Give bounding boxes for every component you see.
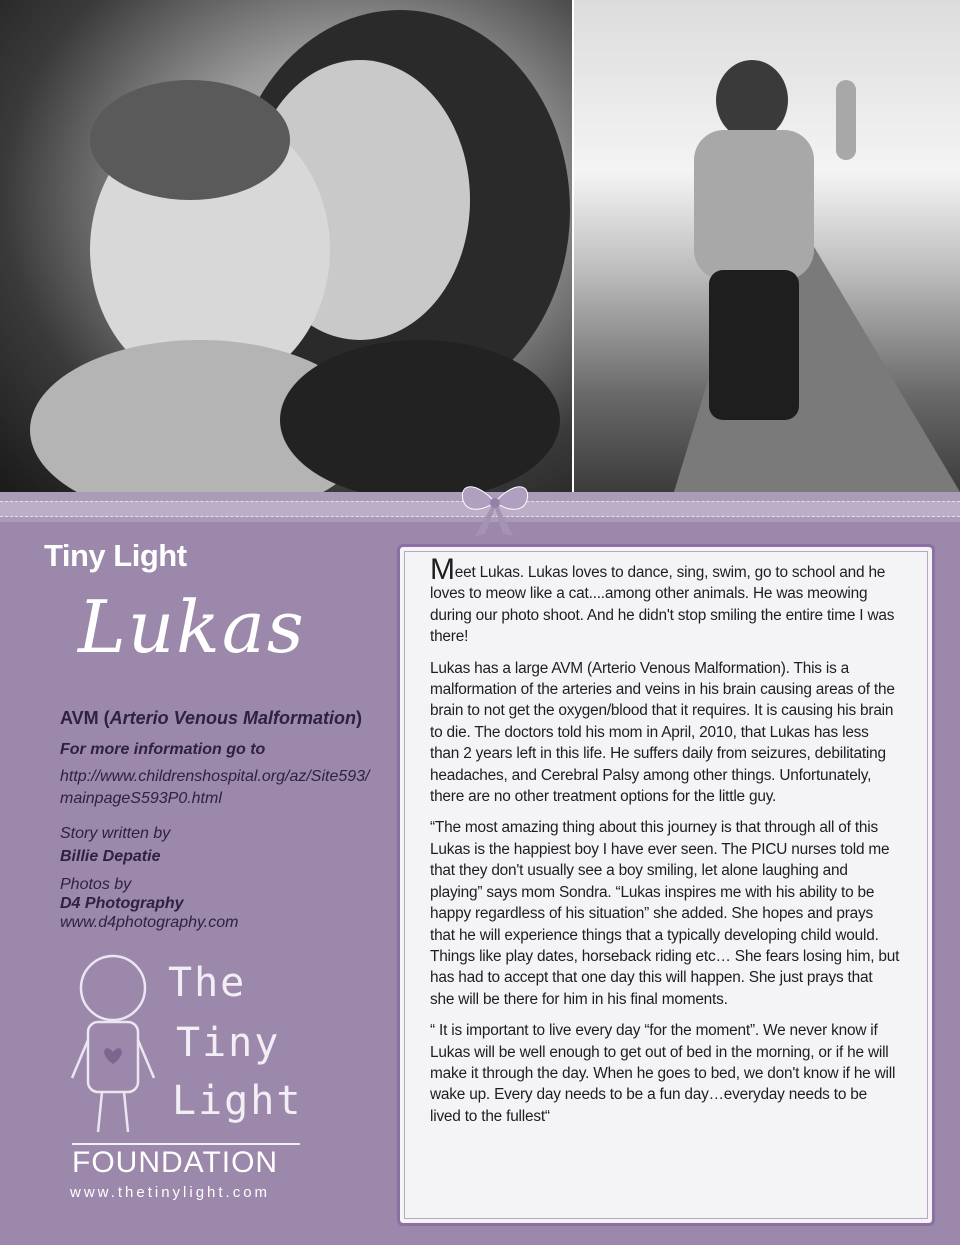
story-paragraph-3: “The most amazing thing about this journey is that through all of this Lukas is the happiest boy I have ever seen. The PICU nurses told me that they don't usually see a boy smiling, let alone laughing and playing” says mom Sondra. “Lukas inspires me with his ability to be happy regardless of his situation” she added. She hopes and prays that he will experience things that a typically developing child would. Things like play dates, horseback riding etc… She fears losing him, but has had to accept that one day this will happen. She just prays that she will be there for him in his final moments. bbox=[430, 819, 900, 1008]
ribbon-bow-icon bbox=[455, 470, 535, 540]
story-paragraph-1-text: eet Lukas. Lukas loves to dance, sing, swim, go to school and he loves to meow like a cat....among other animals. He was meowing during our photo shoot. And he didn't stop smiling the entire time I was there! bbox=[430, 564, 895, 646]
condition-suffix: ) bbox=[356, 708, 363, 728]
logo-word-light: Light bbox=[172, 1078, 303, 1124]
story-paragraph-1 bbox=[430, 553, 900, 648]
ribbon-band bbox=[0, 492, 960, 522]
story-text bbox=[430, 553, 900, 1137]
foundation-website-link[interactable]: www.thetinylight.com bbox=[70, 1184, 271, 1201]
story-paragraph-4: “ It is important to live every day “for the moment”. We never know if Lukas will be well enough to get out of bed in the morning, or if he will make it through the day. When he goes to bed, we don't know if he will wake up. Every day needs to be a fun day…everyday needs to be lived to the fullest“ bbox=[430, 1022, 896, 1125]
story-credit-label: Story written by bbox=[60, 825, 171, 842]
page-title-script: Lukas bbox=[78, 585, 306, 669]
more-info-link[interactable]: http://www.childrenshospital.org/az/Site593/mainpageS593P0.html bbox=[60, 768, 370, 807]
story-author: Billie Depatie bbox=[60, 848, 161, 865]
photo-boy-in-snow bbox=[574, 0, 960, 492]
logo-word-tiny: Tiny bbox=[176, 1020, 281, 1066]
photographer-name: D4 Photography bbox=[60, 895, 184, 912]
photos-credit-label: Photos by bbox=[60, 876, 132, 893]
condition-italic: Arterio Venous Malformation bbox=[109, 708, 357, 728]
logo-foundation-text: FOUNDATION bbox=[72, 1146, 279, 1179]
photographer-link[interactable]: www.d4photography.com bbox=[60, 914, 239, 931]
condition-prefix: AVM ( bbox=[60, 708, 110, 728]
logo-word-the: The bbox=[168, 960, 247, 1006]
logo-divider bbox=[72, 1143, 300, 1145]
condition-heading bbox=[60, 708, 362, 729]
story-paragraph-2: Lukas has a large AVM (Arterio Venous Malformation). This is a malformation of the arteries and veins in his brain causing areas of the brain to not get the oxygen/blood that it requires. It is causing his brain to die. The doctors told his mom in April, 2010, that Lukas has less than 2 years left in this life. He suffers daily from seizures, debilitating headaches, and Cerebral Palsy among other things. Unfortunately, there are no other treatment options for the little guy. bbox=[430, 659, 895, 806]
photo-boy-in-snow-illustration bbox=[574, 0, 960, 492]
drop-cap: M bbox=[430, 553, 455, 586]
page-title-small: Tiny Light bbox=[44, 538, 187, 573]
photo-mother-and-son bbox=[0, 0, 572, 492]
foundation-logo bbox=[60, 950, 310, 1150]
more-info-label: For more information go to bbox=[60, 741, 266, 758]
photo-mother-and-son-illustration bbox=[0, 0, 572, 492]
stick-figure-icon bbox=[68, 950, 158, 1140]
